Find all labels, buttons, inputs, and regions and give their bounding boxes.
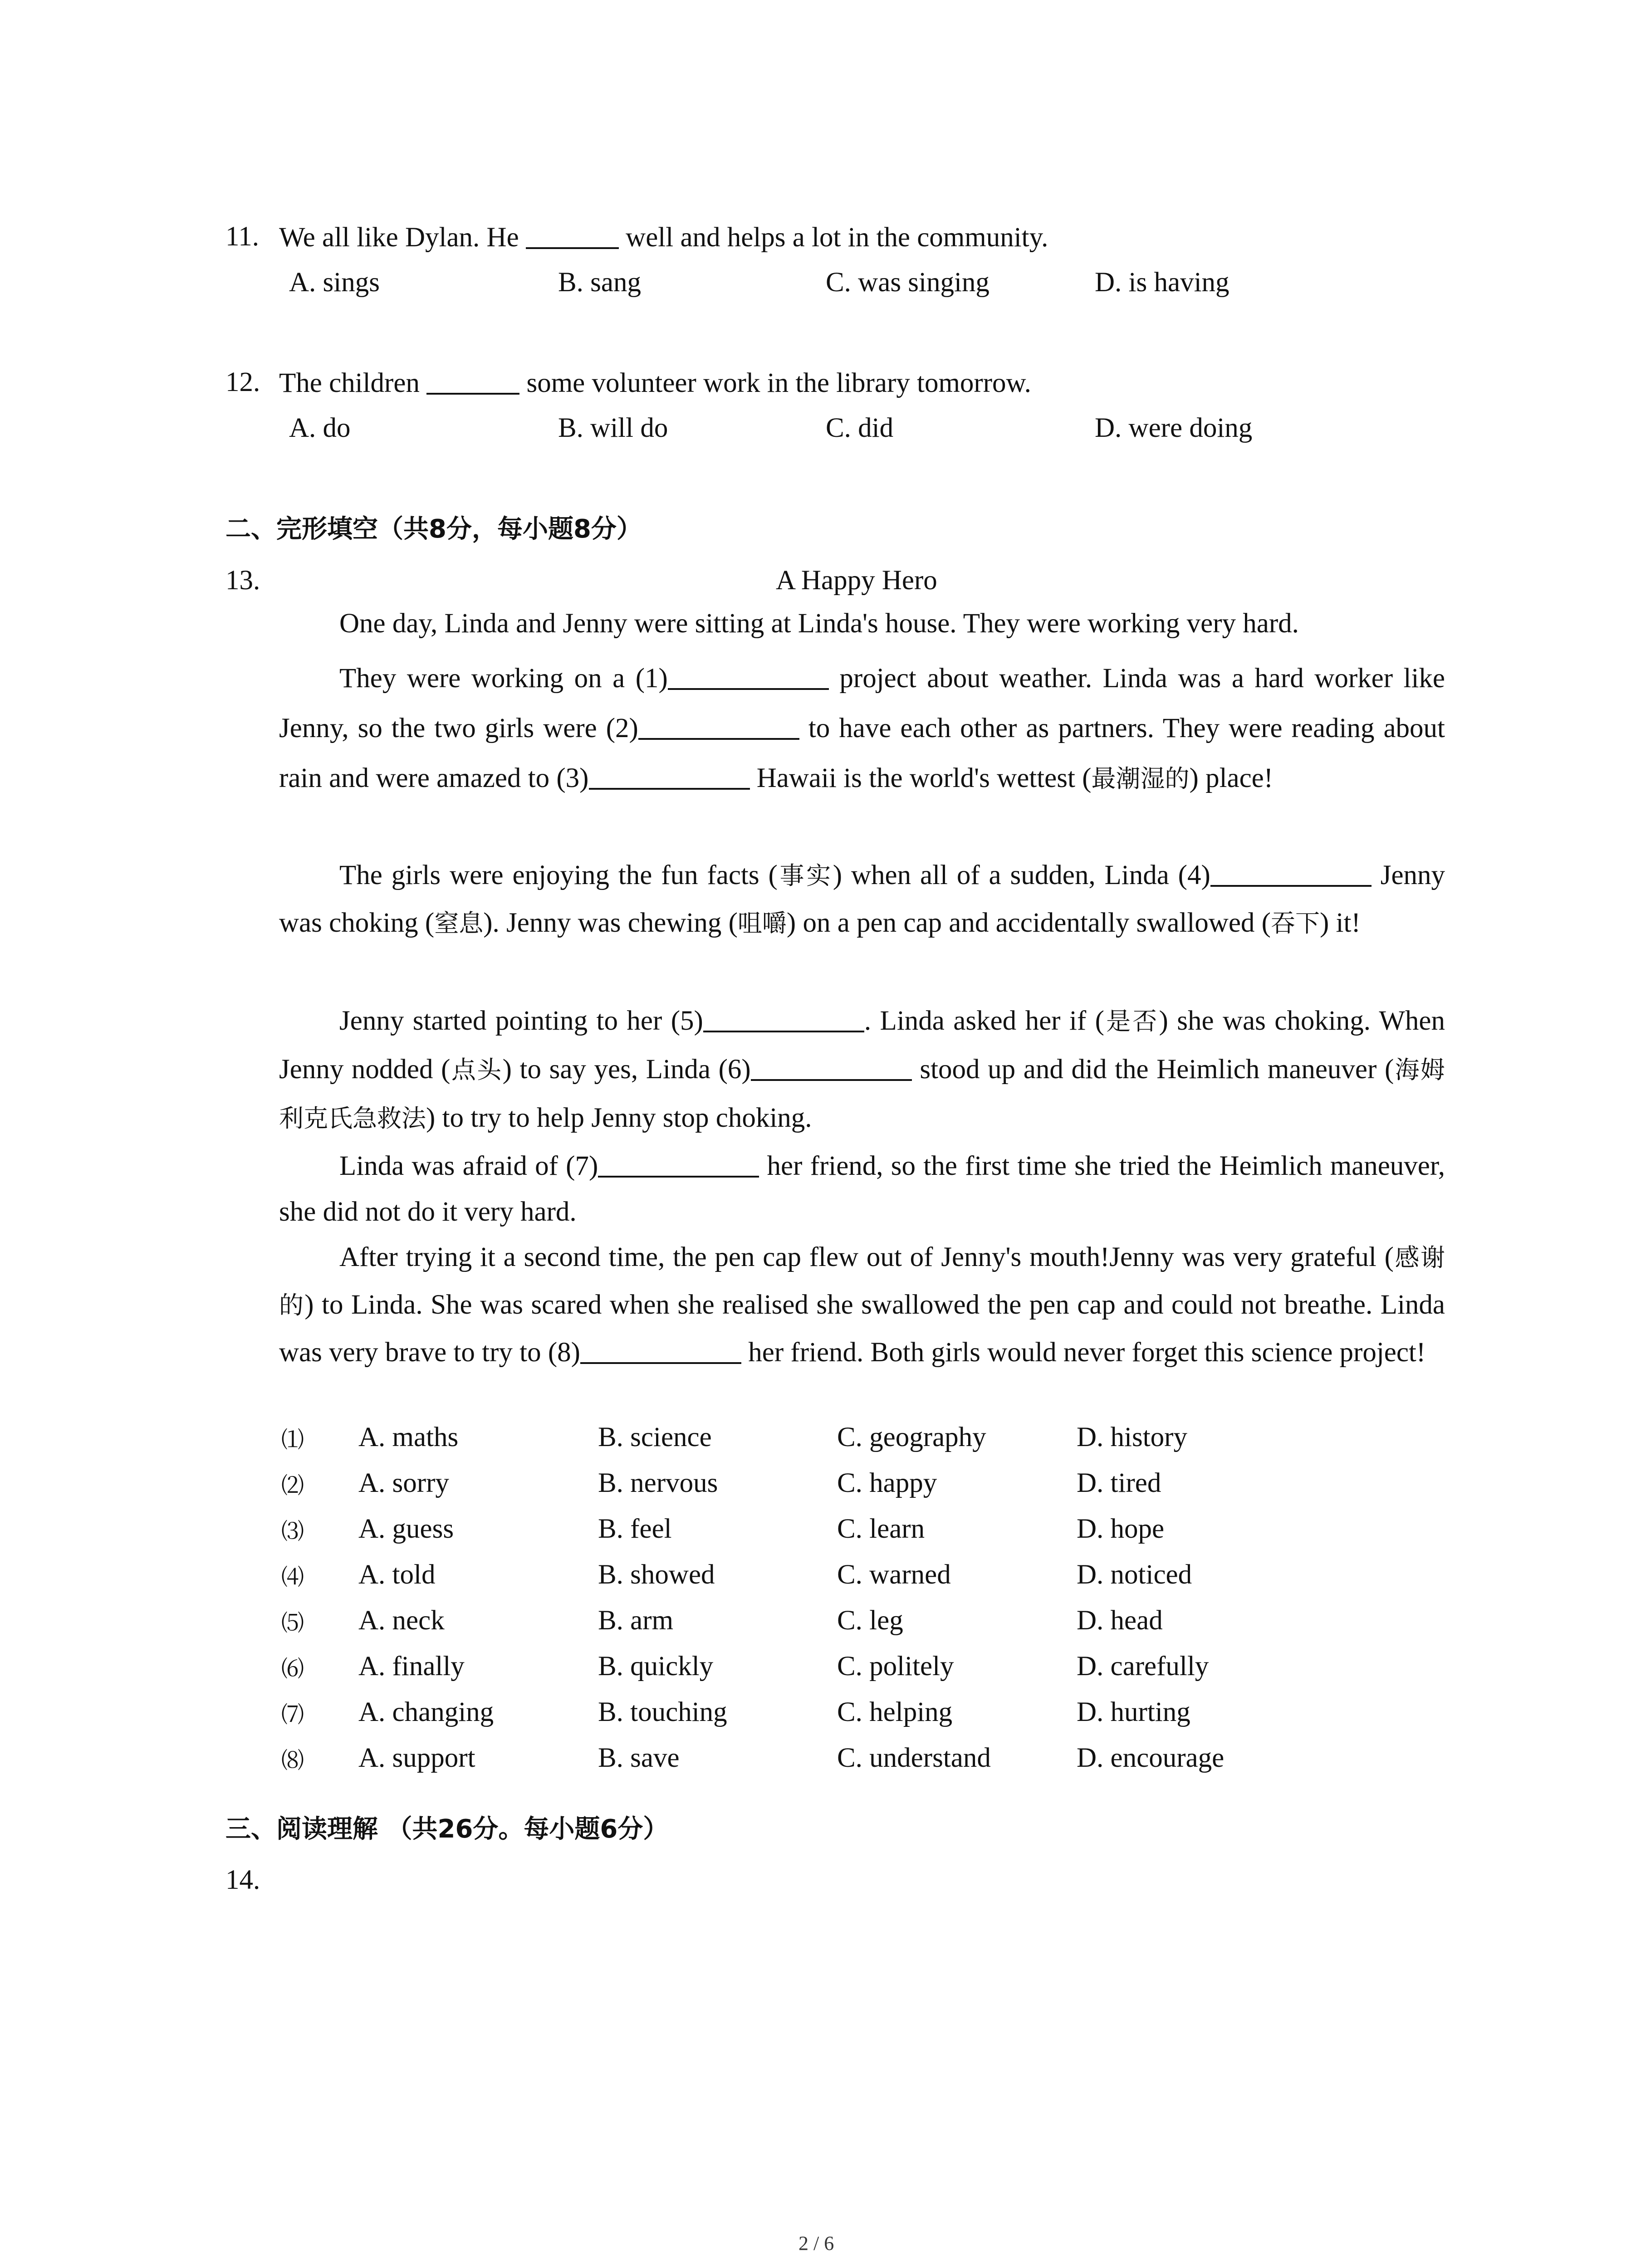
option-a: A. maths — [358, 1422, 459, 1452]
paragraph-4-chinese-gloss-1: 是否 — [1104, 1007, 1159, 1036]
option-c: C. understand — [837, 1743, 991, 1773]
option-d: D. hurting — [1077, 1697, 1190, 1727]
question-11-option-b: B. sang — [558, 267, 641, 298]
passage-title: A Happy Hero — [776, 565, 937, 596]
option-b: B. touching — [598, 1697, 727, 1727]
option-a: A. neck — [358, 1605, 445, 1636]
option-b: B. feel — [598, 1514, 672, 1544]
page-number: 2 / 6 — [798, 2232, 834, 2254]
paragraph-6-text-c: her friend. Both girls would never forget this science project! — [748, 1337, 1426, 1368]
option-b: B. arm — [598, 1605, 674, 1636]
paragraph-4-chinese-gloss-3: 海姆利克氏急救法 — [279, 1056, 1445, 1133]
option-c: C. leg — [837, 1605, 903, 1636]
option-row-number: ⑵ — [281, 1472, 304, 1499]
paragraph-3-text-d: ). Jenny was chewing ( — [483, 908, 738, 938]
paragraph-3-text-c: Jenny was choking ( — [279, 860, 1445, 938]
option-row-number: ⑻ — [281, 1747, 304, 1774]
section-3-heading: 三、阅读理解 （共26分。每小题6分） — [225, 1814, 669, 1844]
paragraph-5-text-a: Linda was afraid of (7) — [339, 1151, 598, 1181]
paragraph-4-text-a: Jenny started pointing to her (5) — [339, 1006, 703, 1036]
paragraph-4-text-e: stood up and did the Heimlich maneuver ( — [920, 1054, 1394, 1085]
question-11-option-d: D. is having — [1095, 267, 1230, 298]
paragraph-6-text-b: ) to Linda. She was scared when she realised she swallowed the pen cap and could not breathe. Linda was very brave to try to (8) — [279, 1290, 1445, 1368]
paragraph-3-chinese-gloss-4: 吞下 — [1270, 909, 1320, 938]
option-b: B. science — [598, 1422, 712, 1452]
paragraph-3-chinese-gloss-1: 事实 — [777, 861, 833, 890]
option-row-number: ⑺ — [281, 1701, 304, 1728]
question-12-option-c: C. did — [826, 413, 894, 443]
passage-paragraph-4 — [279, 997, 1445, 1143]
option-b: B. showed — [598, 1559, 715, 1590]
question-12-number: 12. — [225, 367, 260, 397]
option-d: D. noticed — [1077, 1559, 1192, 1590]
question-11-stem-before: We all like Dylan. He — [279, 222, 519, 253]
question-12-option-b: B. will do — [558, 413, 668, 443]
question-11-number: 11. — [225, 221, 259, 252]
paragraph-3-chinese-gloss-2: 窒息 — [434, 909, 484, 938]
blank-1 — [668, 662, 829, 690]
paragraph-4-chinese-gloss-2: 点头 — [450, 1056, 503, 1084]
question-12-stem-before: The children — [279, 368, 420, 398]
option-row-number: ⑶ — [281, 1518, 304, 1545]
paragraph-2-text-c: to have each other as partners. They were reading about rain and were amazed to (3) — [279, 713, 1445, 793]
option-b: B. nervous — [598, 1468, 718, 1498]
option-d: D. encourage — [1077, 1743, 1225, 1773]
paragraph-6-text-a: After trying it a second time, the pen cap flew out of Jenny's mouth!Jenny was very grateful ( — [339, 1242, 1394, 1272]
question-11-blank — [526, 221, 619, 249]
passage-paragraph-1 — [279, 600, 1445, 647]
blank-6 — [751, 1053, 912, 1081]
blank-2 — [638, 712, 799, 740]
option-d: D. history — [1077, 1422, 1187, 1452]
question-12-option-d: D. were doing — [1095, 413, 1253, 443]
option-c: C. helping — [837, 1697, 953, 1727]
option-a: A. told — [358, 1559, 436, 1590]
option-a: A. finally — [358, 1651, 465, 1681]
paragraph-3-text-f: ) it! — [1319, 908, 1361, 938]
paragraph-3-text-b: ) when all of a sudden, Linda (4) — [833, 860, 1210, 890]
option-b: B. save — [598, 1743, 680, 1773]
option-row-number: ⑴ — [281, 1427, 304, 1453]
option-a: A. changing — [358, 1697, 494, 1727]
question-12-stem-after: some volunteer work in the library tomorrow. — [526, 368, 1031, 398]
option-d: D. carefully — [1077, 1651, 1209, 1681]
paragraph-3-text-a: The girls were enjoying the fun facts ( — [339, 860, 778, 890]
option-a: A. support — [358, 1743, 475, 1773]
option-c: C. geography — [837, 1422, 986, 1452]
option-a: A. sorry — [358, 1468, 449, 1498]
paragraph-2-text-b: project about weather. Linda was a hard worker like Jenny, so the two girls were (2) — [279, 663, 1445, 743]
option-d: D. tired — [1077, 1468, 1161, 1498]
question-11-option-c: C. was singing — [826, 267, 989, 298]
question-11-option-a: A. sings — [289, 267, 380, 298]
question-11-stem-after: well and helps a lot in the community. — [626, 222, 1048, 253]
option-c: C. learn — [837, 1514, 925, 1544]
question-12-blank — [426, 367, 519, 395]
option-b: B. quickly — [598, 1651, 714, 1681]
passage-paragraph-2 — [279, 654, 1445, 804]
option-c: C. happy — [837, 1468, 937, 1498]
paragraph-6-chinese-gloss: 感谢的 — [279, 1243, 1445, 1320]
question-14-number: 14. — [225, 1865, 260, 1895]
question-11-stem — [279, 221, 1048, 254]
paragraph-5-text-b: her friend, so the first time she tried the Heimlich maneuver, she did not do it very hard. — [279, 1151, 1445, 1227]
paragraph-4-text-c: ) she was choking. When Jenny nodded ( — [279, 1006, 1445, 1085]
passage-paragraph-3 — [279, 852, 1445, 947]
blank-4 — [1210, 859, 1372, 887]
paragraph-2-chinese-gloss: 最潮湿的 — [1091, 764, 1190, 793]
paragraph-4-text-f: ) to try to help Jenny stop choking. — [426, 1103, 812, 1133]
option-a: A. guess — [358, 1514, 454, 1544]
paragraph-2-text-a: They were working on a (1) — [339, 663, 668, 694]
passage-paragraph-6 — [279, 1234, 1445, 1376]
paragraph-3-text-e: ) on a pen cap and accidentally swallowed ( — [786, 908, 1271, 938]
paragraph-4-text-b: . Linda asked her if ( — [864, 1006, 1104, 1036]
paragraph-2-text-e: ) place! — [1189, 763, 1274, 793]
option-row-number: ⑹ — [281, 1656, 304, 1682]
blank-8 — [580, 1336, 741, 1364]
section-2-heading: 二、完形填空（共8分，每小题8分） — [225, 514, 642, 544]
paragraph-1-text: One day, Linda and Jenny were sitting at Linda's house. They were working very hard. — [339, 608, 1299, 639]
passage-paragraph-5 — [279, 1143, 1445, 1235]
question-12-stem — [279, 367, 1031, 399]
paragraph-3-chinese-gloss-3: 咀嚼 — [737, 909, 787, 938]
option-c: C. politely — [837, 1651, 954, 1681]
option-c: C. warned — [837, 1559, 951, 1590]
blank-5 — [703, 1004, 864, 1032]
question-13-number: 13. — [225, 565, 260, 596]
paragraph-2-text-d: Hawaii is the world's wettest ( — [756, 763, 1092, 793]
option-d: D. head — [1077, 1605, 1163, 1636]
paragraph-4-text-d: ) to say yes, Linda (6) — [502, 1054, 751, 1085]
option-row-number: ⑷ — [281, 1564, 304, 1590]
option-d: D. hope — [1077, 1514, 1165, 1544]
option-row-number: ⑸ — [281, 1610, 304, 1636]
blank-3 — [589, 762, 750, 790]
question-12-option-a: A. do — [289, 413, 351, 443]
blank-7 — [598, 1149, 759, 1178]
